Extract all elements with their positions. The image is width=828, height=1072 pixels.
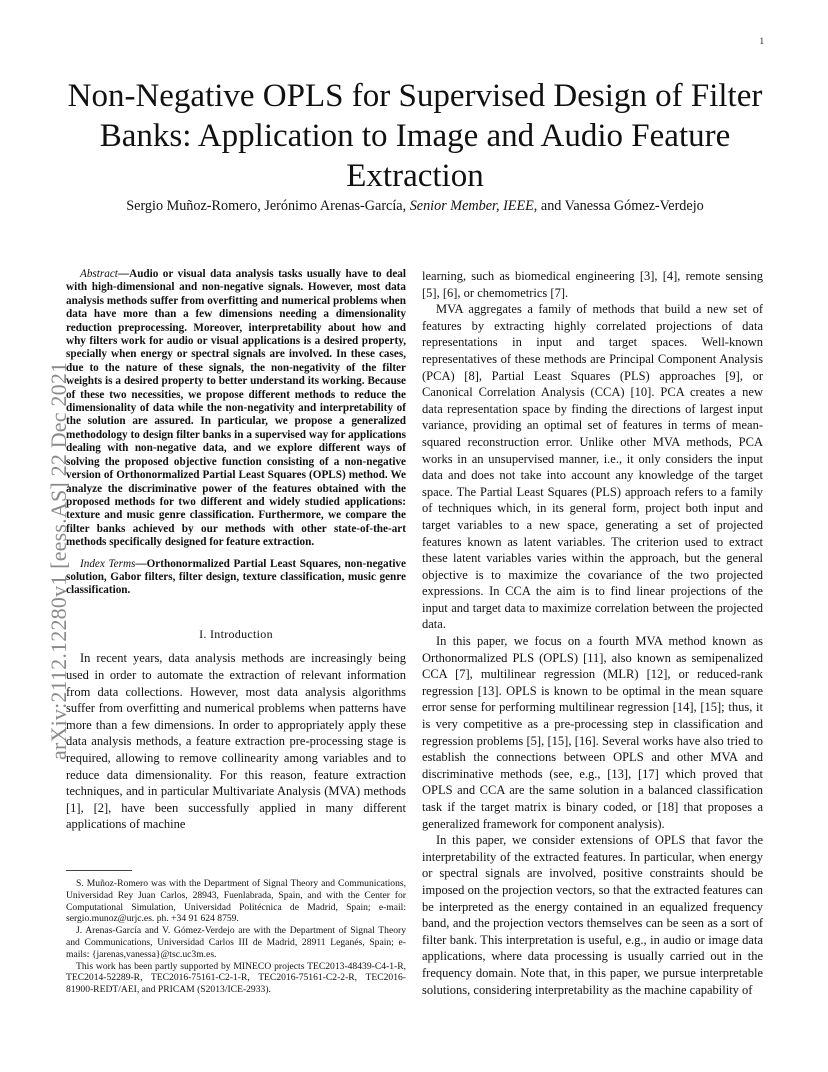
paragraph: In recent years, data analysis methods are increasingly being used in order to automate the extraction of relevant information from data collections. However, most data analysis algorithms suffer from overfitting and numerical problems when patterns have more than a few dimensions. In order to appropriately apply these data analysis methods, a feature extraction pre-processing stage is required, allowing to remove collinearity among variables and to reduce data dimensionality. For this reason, feature extraction techniques, and in particular Multivariate Analysis (MVA) methods [1], [2], have been successfully applied in many different applications of machine [66,651,406,832]
arxiv-sidebar [12,280,71,780]
footnote: This work has been partly supported by MINECO projects TEC2013-48439-C4-1-R, TEC2014-52289-R, TEC2016-75161-C2-1-R, TEC2016-75161-C2-2-R, TEC2016-81900-REDT/AEI, and PRICAM (S2013/ICE-2933). [66,960,406,996]
footnote-divider [66,870,132,871]
index-terms [66,558,406,598]
abstract [66,268,406,550]
index-terms-text: —Orthonormalized Partial Least Squares, non-negative solution, Gabor filters, filter design, texture classification, music genre classification. [66,557,406,597]
abstract-text: —Audio or visual data analysis tasks usually have to deal with high-dimensional and non-negative signals. However, most data analysis methods suffer from overfitting and numerical problems when data have more than a few dimensions needing a dimensionality reduction preprocessing. Moreover, interpretability about how and why filters work for audio or visual applications is a desired property, specially when energy or spectral signals are involved. In these cases, due to the nature of these signals, the non-negativity of the filter weights is a desired property to better understand its working. Because of these two necessities, we propose different methods to reduce the dimensionality of data while the non-negativity and interpretability of the solution are assured. In particular, we propose a generalized methodology to design filter banks in a supervised way for applications dealing with non-negative data, and we explore different ways of solving the proposed objective function consisting of a non-negative version of Orthonormalized Partial Least Squares (OPLS) method. We analyze the discriminative power of the features obtained with the proposed methods for two different and widely studied applications: texture and music genre classification. Furthermore, we compare the filter banks achieved by our methods with other state-of-the-art methods specifically designed for feature extraction. [66,268,406,549]
author-list [60,198,770,215]
page-number: 1 [759,36,764,46]
paragraph: In this paper, we focus on a fourth MVA method known as Orthonormalized PLS (OPLS) [11], also known as semipenalized CCA [7], multilinear regression (MLR) [12], or reduced-rank regression [13]. OPLS is known to be optimal in the mean square error sense for performing multilinear regression [14], [15]; thus, it is very competitive as a pre-processing step in classification and regression problems [5], [15], [16]. Several works have also tried to establish the connections between OPLS and other MVA and discriminative methods (see, e.g., [13], [17] which proved that OPLS and CCA are the same solution in a balanced classification task if the target matrix is binary coded, or [18] that proposes a generalized framework for component analysis). [422,634,763,831]
section-heading: I. Introduction [199,626,273,641]
abstract-label: Abstract [80,268,118,280]
paragraph: In this paper, we consider extensions of OPLS that favor the interpretability of the extracted features. In particular, when energy or spectral signals are involved, positive constraints should be imposed on the projection vectors, so that the extracted features can be interpreted as the energy contained in an equalized frequency band, and the projection vectors themselves can be seen as a sort of filter bank. This interpretation is useful, e.g., in audio or image data applications, where data processing is usually carried out in the frequency domain. Note that, in this paper, we pursue interpretable solutions, considering interpretability as the machine capability of [422,833,763,997]
footnote: J. Arenas-García and V. Gómez-Verdejo are with the Department of Signal Theory and Communications, Universidad Carlos III de Madrid, 28911 Leganés, Spain; e-mails: {jarenas,vanessa}@tsc.uc3m.es. [66,925,406,960]
author-names-tail: , and Vanessa Gómez-Verdejo [533,198,704,214]
author-names: Sergio Muñoz-Romero, Jerónimo Arenas-García, [126,198,410,214]
index-terms-label: Index Terms [80,557,136,570]
paragraph: MVA aggregates a family of methods that build a new set of features by extracting highly correlated projections of data representations in input and target spaces. Well-known representatives of these methods are Principal Component Analysis (PCA) [8], Partial Least Squares (PLS) approaches [9], or Canonical Correlation Analysis (CCA) [10]. PCA creates a new data representation space by finding the directions of largest input variance, providing an optimal set of features in terms of mean-squared reconstruction error. Unlike other MVA methods, PCA works in an unsupervised manner, i.e., it only considers the input data and does not take into account any knowledge of the target space. The Partial Least Squares (PLS) approach refers to a family of techniques which, in its general form, project both input and target variables to a new space, generating a set of projected features known as latent variables. The criterion used to extract these latent variables varies within the approach, but the general objective is to maximize the covariance of the two projected expressions. In CCA the aim is to find linear projections of the input and target data to maximize correlation between the projected data. [422,302,763,632]
right-column [422,268,763,998]
left-column [66,268,406,833]
paragraph: learning, such as biomedical engineering [3], [4], remote sensing [5], [6], or chemometrics [7]. [422,269,763,300]
footnote: S. Muñoz-Romero was with the Department of Signal Theory and Communications, Universidad Rey Juan Carlos, 28943, Fuenlabrada, Spain, and with the Center for Computational Simulation, Universidad Politécnica de Madrid, Spain; e-mail: sergio.munoz@urjc.es. ph. +34 91 624 8759. [66,878,406,925]
footnotes [66,878,406,996]
arxiv-identifier: arXiv:2112.12280v1 [eess.AS] 22 Dec 2021 [46,361,71,760]
paper-title: Non-Negative OPLS for Supervised Design of Filter Banks: Application to Image and Audio Feature Extraction [67,78,763,194]
author-role: Senior Member, IEEE [409,198,534,214]
